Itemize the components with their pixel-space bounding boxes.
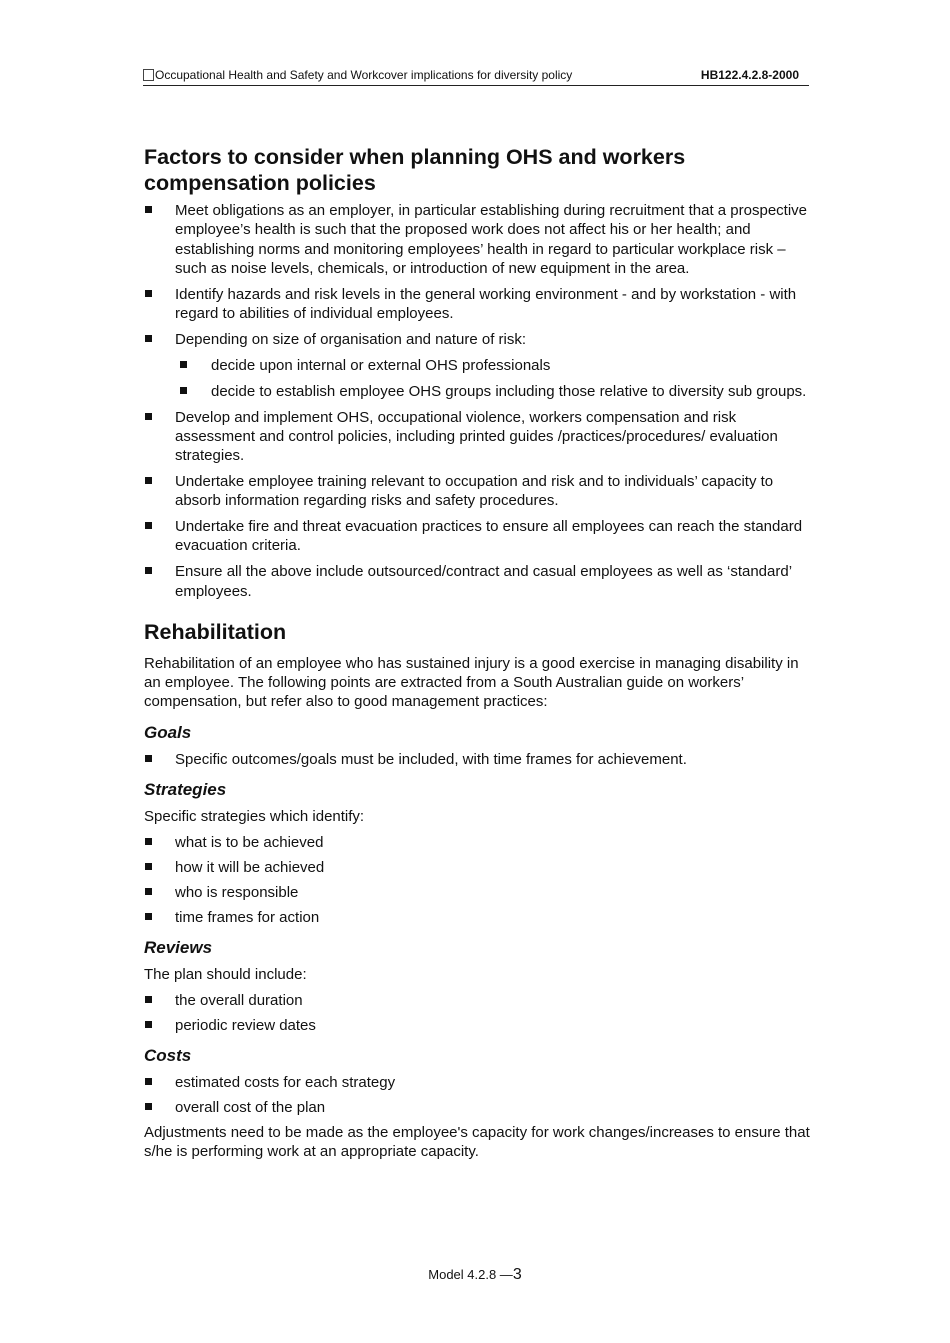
reviews-list (144, 991, 814, 1035)
page-header (143, 66, 809, 86)
list-item (144, 330, 814, 401)
list-item: Identify hazards and risk levels in the general working environment - and by workstation - with regard to abilities of individual employees. (144, 285, 814, 324)
list-item: Undertake employee training relevant to occupation and risk and to individuals’ capacity to absorb information regarding risks and safety procedures. (144, 472, 814, 511)
checkbox-glyph-icon (143, 69, 154, 81)
list-item: who is responsible (144, 883, 814, 902)
sub-list-item: decide upon internal or external OHS professionals (175, 356, 814, 375)
goals-list (144, 750, 814, 769)
list-item-text: Depending on size of organisation and nature of risk: (175, 330, 527, 348)
header-left (143, 68, 572, 82)
document-body (144, 144, 814, 1169)
sub-list-item: decide to establish employee OHS groups including those relative to diversity sub groups. (175, 382, 814, 401)
subheading-strategies: Strategies (144, 780, 227, 800)
list-item: periodic review dates (144, 1016, 814, 1035)
subheading-costs: Costs (144, 1046, 192, 1066)
page-number: 3 (512, 1266, 522, 1283)
document-code: HB122.4.2.8-2000 (700, 68, 799, 82)
list-item: overall cost of the plan (144, 1098, 814, 1117)
header-title: Occupational Health and Safety and Workcover implications for diversity policy (155, 68, 573, 82)
list-item: Ensure all the above include outsourced/contract and casual employees as well as ‘standard’ employees. (144, 562, 814, 601)
strategies-intro: Specific strategies which identify: (144, 808, 365, 826)
factors-list (144, 201, 814, 601)
costs-list (144, 1073, 814, 1117)
list-item: Undertake fire and threat evacuation practices to ensure all employees can reach the standard evacuation criteria. (144, 517, 814, 556)
section-heading-factors: Factors to consider when planning OHS and workers compensation policies (144, 145, 686, 195)
list-item: what is to be achieved (144, 833, 814, 852)
section-heading-rehabilitation: Rehabilitation (144, 619, 287, 644)
list-item: how it will be achieved (144, 858, 814, 877)
list-item: estimated costs for each strategy (144, 1073, 814, 1092)
list-item: Specific outcomes/goals must be included, with time frames for achievement. (144, 750, 814, 769)
subheading-goals: Goals (144, 722, 192, 742)
list-item: Meet obligations as an employer, in particular establishing during recruitment that a prospective employee’s health is such that the proposed work does not affect his or her health; and establishing norms and monitoring employees’ health in regard to particular workplace risk – such as noise levels, chemicals, or introduction of new equipment in the area. (144, 201, 814, 278)
footer-label: Model 4.2.8 — (428, 1267, 513, 1282)
list-item: the overall duration (144, 991, 814, 1010)
page-footer (0, 1266, 950, 1284)
sub-list (175, 356, 814, 401)
closing-paragraph: Adjustments need to be made as the employee's capacity for work changes/increases to ensure that s/he is performing work at an appropriate capacity. (144, 1124, 810, 1161)
rehabilitation-intro: Rehabilitation of an employee who has sustained injury is a good exercise in managing disability in an employee. The following points are extracted from a South Australian guide on workers’ compensation, but refer also to good management practices: (144, 654, 799, 711)
list-item: Develop and implement OHS, occupational violence, workers compensation and risk assessment and control policies, including printed guides /practices/procedures/ evaluation strategies. (144, 408, 814, 466)
strategies-list (144, 833, 814, 927)
list-item: time frames for action (144, 908, 814, 927)
subheading-reviews: Reviews (144, 938, 213, 958)
reviews-intro: The plan should include: (144, 966, 307, 984)
